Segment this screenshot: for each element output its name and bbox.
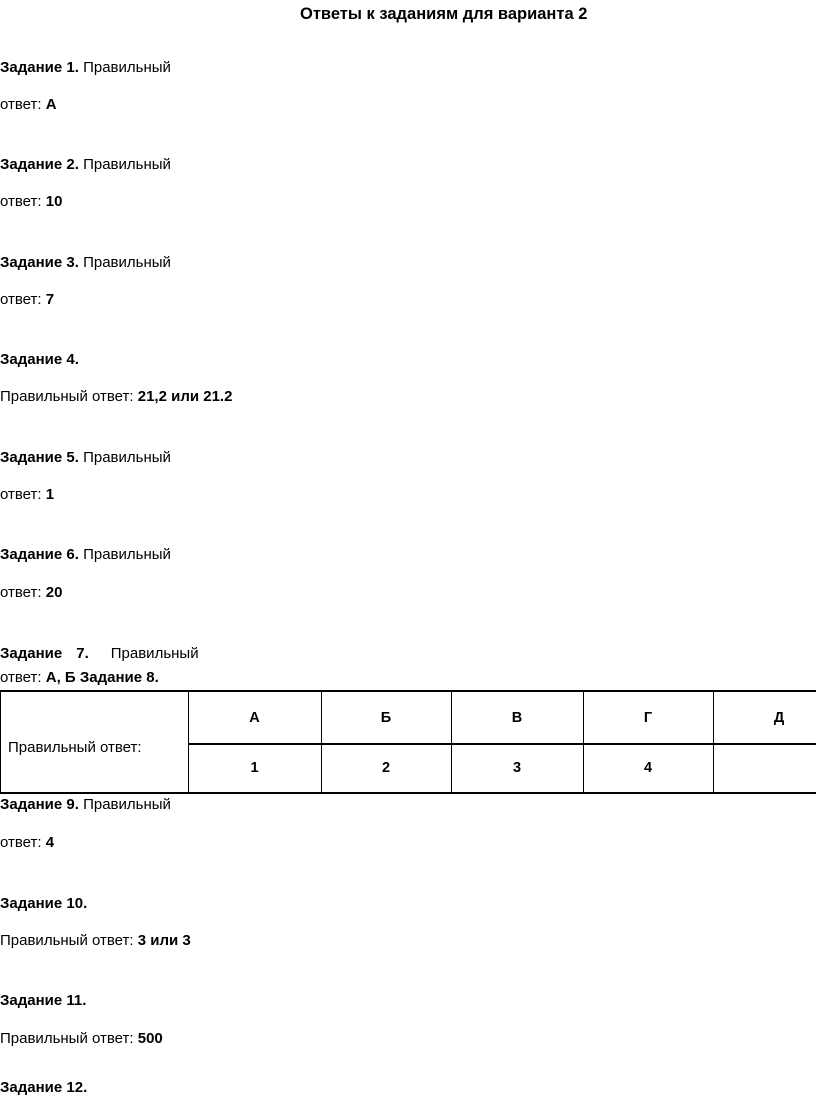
table-divider <box>188 692 189 792</box>
task-6-label: Задание 6. <box>0 546 79 563</box>
task-10-heading <box>0 895 87 913</box>
table-value-cell: 2 <box>381 760 391 776</box>
task-4-answer: 21,2 или 21.2 <box>137 388 233 405</box>
task-5-label: Задание 5. <box>0 449 79 466</box>
task-6-heading <box>0 546 171 564</box>
task-5-answer: 1 <box>45 486 55 503</box>
task-5-heading <box>0 449 171 467</box>
task-11-label: Задание 11. <box>0 992 87 1009</box>
task-3-heading <box>0 254 171 272</box>
task-3-label: Задание 3. <box>0 254 79 271</box>
task-8-answer-table <box>0 690 816 794</box>
task-11-answer-line <box>0 1030 163 1048</box>
table-header-cell: Г <box>643 710 653 726</box>
task-7-answer-line <box>0 669 159 687</box>
table-header-cell: А <box>249 710 260 726</box>
table-divider <box>583 692 584 792</box>
task-7-answer: А, Б <box>45 669 76 686</box>
table-header-cell: Б <box>380 710 392 726</box>
task-9-answer-line <box>0 834 54 852</box>
task-9-heading <box>0 796 171 814</box>
task-5-pre: Правильный <box>83 449 171 466</box>
task-2-pre: Правильный <box>83 156 171 173</box>
task-8-label: Задание 8. <box>79 669 159 686</box>
table-value-cell: 1 <box>250 760 259 776</box>
task-7-label-num: 7. <box>76 645 89 662</box>
task-3-answer-line <box>0 291 54 309</box>
task-12-label: Задание 12. <box>0 1079 88 1096</box>
task-9-answer-label: ответ: <box>0 834 42 851</box>
task-3-answer-label: ответ: <box>0 291 42 308</box>
task-3-pre: Правильный <box>83 254 171 271</box>
task-9-pre: Правильный <box>83 796 171 813</box>
task-2-label: Задание 2. <box>0 156 79 173</box>
task-12-heading <box>0 1079 87 1097</box>
task-9-label: Задание 9. <box>0 796 79 813</box>
task-2-answer-line <box>0 193 62 211</box>
task-2-answer: 10 <box>45 193 63 210</box>
task-2-answer-label: ответ: <box>0 193 42 210</box>
table-divider <box>451 692 452 792</box>
task-9-answer: 4 <box>45 834 55 851</box>
task-1-answer: А <box>45 96 57 113</box>
task-11-answer-label: Правильный ответ: <box>0 1030 134 1047</box>
task-3-answer: 7 <box>45 291 55 308</box>
task-10-answer: 3 или 3 <box>137 932 191 949</box>
task-7-answer-label: ответ: <box>0 669 42 686</box>
task-1-heading <box>0 59 171 77</box>
table-header-cell: В <box>511 710 523 726</box>
task-6-answer-line <box>0 584 62 602</box>
task-10-answer-line <box>0 932 191 950</box>
table-row-label: Правильный ответ: <box>8 739 142 756</box>
task-4-answer-line <box>0 388 232 406</box>
table-value-cell: 3 <box>512 760 522 776</box>
table-border-left <box>0 692 1 792</box>
task-1-pre: Правильный <box>83 59 171 76</box>
task-7-heading <box>0 645 199 663</box>
task-4-heading <box>0 351 79 369</box>
table-divider <box>321 692 322 792</box>
table-row-divider <box>188 743 816 745</box>
task-1-answer-label: ответ: <box>0 96 42 113</box>
task-11-heading <box>0 992 86 1010</box>
task-4-answer-label: Правильный ответ: <box>0 388 134 405</box>
table-divider <box>713 692 714 792</box>
task-1-label: Задание 1. <box>0 59 79 76</box>
task-7-pre: Правильный <box>110 645 199 662</box>
task-11-answer: 500 <box>137 1030 163 1047</box>
task-1-answer-line <box>0 96 57 114</box>
task-5-answer-line <box>0 486 54 504</box>
task-6-answer: 20 <box>45 584 63 601</box>
task-6-answer-label: ответ: <box>0 584 42 601</box>
table-value-cell: 4 <box>643 760 653 776</box>
task-4-label: Задание 4. <box>0 351 79 368</box>
page-title: Ответы к заданиям для варианта 2 <box>300 5 588 23</box>
task-2-heading <box>0 156 171 174</box>
task-6-pre: Правильный <box>83 546 171 563</box>
task-10-answer-label: Правильный ответ: <box>0 932 134 949</box>
task-5-answer-label: ответ: <box>0 486 42 503</box>
task-7-label-word: Задание <box>0 645 63 662</box>
task-10-label: Задание 10. <box>0 895 88 912</box>
table-header-cell: Д <box>773 710 785 726</box>
